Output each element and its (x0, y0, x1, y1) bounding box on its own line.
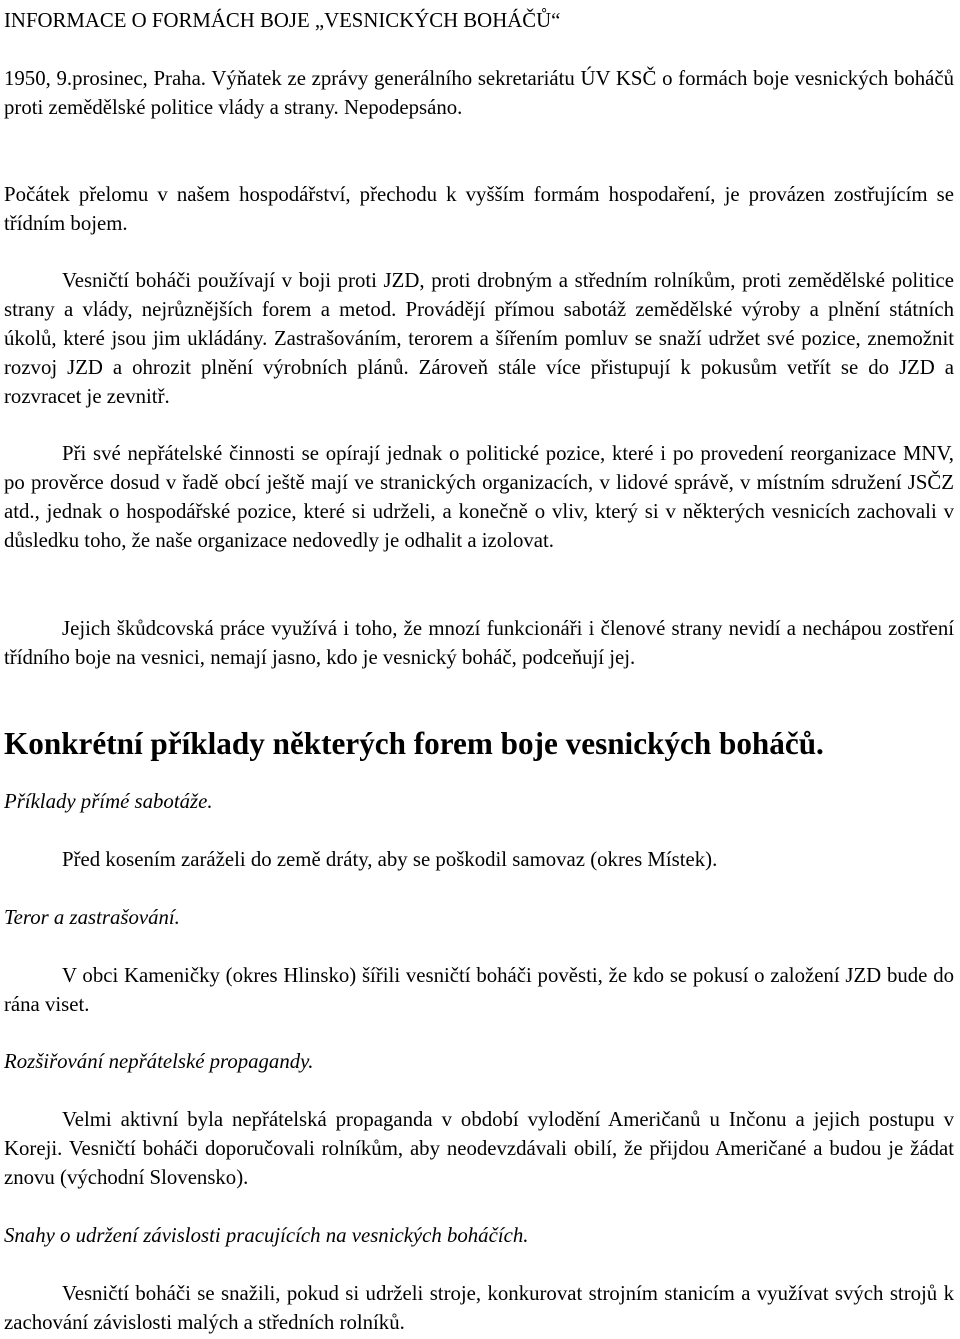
paragraph-3: Při své nepřátelské činnosti se opírají jednak o politické pozice, které i po provedení reorganizace MNV, po prověrce dosud v řadě obcí ještě mají ve stranických organizacích, v lidové správě, v místním sdružení JSČZ atd., jednak o hospodářské pozice, které si udrželi, a konečně o vliv, který si v některých vesnicích zachovali v důsledku toho, že naše organizace nedovedly je odhalit a izolovat. (4, 442, 954, 552)
paragraph-4: Jejich škůdcovská práce využívá i toho, že mnozí funkcionáři i členové strany nevidí a nechápou zostření třídního boje na vesnici, nemají jasno, kdo je vesnický boháč, podceňují jej. (4, 617, 954, 669)
paragraph-1: Počátek přelomu v našem hospodářství, přechodu k vyšším formám hospodaření, je provázen zostřujícím se třídním bojem. (4, 183, 954, 235)
example-heading-propaganda: Rozšiřování nepřátelské propagandy. (4, 1050, 314, 1073)
example-text-propaganda: Velmi aktivní byla nepřátelská propaganda v období vylodění Američanů u Inčonu a jejich postupu v Koreji. Vesničtí boháči doporučovali rolníkům, aby neodevzdávali obilí, že přijdou Američané a budou je žádat znovu (východní Slovensko). (4, 1108, 954, 1189)
example-text-terror: V obci Kameničky (okres Hlinsko) šířili vesničtí boháči pověsti, že kdo se pokusí o založení JZD bude do rána viset. (4, 964, 954, 1016)
header-note: 1950, 9.prosinec, Praha. Výňatek ze zprávy generálního sekretariátu ÚV KSČ o formách boje vesnických boháčů proti zemědělské politice vlády a strany. Nepodepsáno. (4, 67, 954, 119)
paragraph-2: Vesničtí boháči používají v boji proti JZD, proti drobným a středním rolníkům, proti zemědělské politice strany a vlády, nejrůznějších forem a metod. Provádějí přímou sabotáž zemědělské výroby a plnění státních úkolů, které jsou jim ukládány. Zastrašováním, terorem a šířením pomluv se snaží udržet své pozice, znemožnit rozvoj JZD a ohrozit plnění výrobních plánů. Zároveň stále více přistupují k pokusům vetřít se do JZD a rozvracet je zevnitř. (4, 269, 954, 408)
section-heading: Konkrétní příklady některých forem boje vesnických boháčů. (4, 726, 824, 761)
document-title: INFORMACE O FORMÁCH BOJE „VESNICKÝCH BOHÁČŮ“ (4, 9, 561, 32)
example-heading-terror: Teror a zastrašování. (4, 906, 180, 929)
example-heading-dependence: Snahy o udržení závislosti pracujících na vesnických boháčích. (4, 1224, 529, 1247)
example-heading-sabotage: Příklady přímé sabotáže. (4, 790, 213, 813)
example-text-dependence: Vesničtí boháči se snažili, pokud si udrželi stroje, konkurovat strojním stanicím a využívat svých strojů k zachování závislosti malých a středních rolníků. (4, 1282, 954, 1334)
example-text-sabotage: Před kosením zaráželi do země dráty, aby se poškodil samovaz (okres Místek). (62, 848, 718, 871)
